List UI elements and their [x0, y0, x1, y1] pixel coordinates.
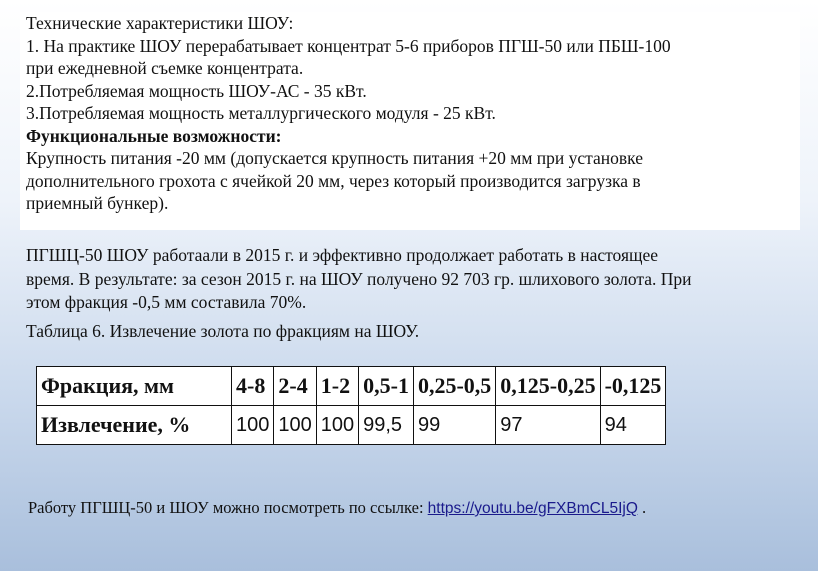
recovery-cell: 100 [316, 406, 358, 445]
fraction-cell: 4-8 [232, 367, 274, 406]
table-row-fractions [37, 367, 666, 406]
table-row-recovery [37, 406, 666, 445]
spec-line: Крупность питания -20 мм (допускается крупность питания +20 мм при установке [26, 148, 644, 168]
spec-line: Функциональные возможности: [26, 125, 282, 146]
recovery-table [36, 366, 666, 445]
recovery-cell: 100 [232, 406, 274, 445]
spec-line: при ежедневной съемке концентрата. [26, 58, 304, 78]
spec-line: 1. На практике ШОУ перерабатывает концентрат 5-6 приборов ПГШ-50 или ПБШ-100 [26, 35, 671, 56]
recovery-cell: 94 [600, 406, 666, 445]
video-link-line [28, 498, 646, 518]
fraction-header-cell: Фракция, мм [37, 367, 232, 406]
recovery-header-cell: Извлечение, % [37, 406, 232, 445]
spec-line: дополнительного грохота с ячейкой 20 мм, через который производится загрузка в [26, 170, 641, 191]
spec-line: 3.Потребляемая мощность металлургического модуля - 25 кВт. [26, 103, 496, 123]
recovery-cell: 99 [413, 406, 495, 445]
paragraph-line: ПГШЦ-50 ШОУ работаали в 2015 г. и эффективно продолжает работать в настоящее [26, 245, 658, 265]
table-caption: Таблица 6. Извлечение золота по фракциям на ШОУ. [26, 321, 420, 341]
paragraph-line: время. В результате: за сезон 2015 г. на ШОУ получено 92 703 гр. шлихового золота. При [26, 268, 692, 289]
recovery-cell: 97 [496, 406, 600, 445]
fraction-cell: 2-4 [274, 367, 316, 406]
spec-line: приемный бункер). [26, 193, 169, 213]
spec-line: 2.Потребляемая мощность ШОУ-АС - 35 кВт. [26, 80, 367, 101]
link-intro-text: Работу ПГШЦ-50 и ШОУ можно посмотреть по ссылке: [28, 498, 428, 517]
spec-line: Технические характеристики ШОУ: [26, 13, 294, 33]
fraction-cell: 1-2 [316, 367, 358, 406]
specifications-box [20, 12, 800, 230]
link-suffix: . [637, 498, 647, 517]
youtube-link[interactable]: https://youtu.be/gFXBmCL5IjQ [427, 500, 638, 517]
fraction-cell: 0,25-0,5 [413, 367, 495, 406]
fraction-cell: 0,5-1 [359, 367, 414, 406]
recovery-cell: 100 [274, 406, 316, 445]
fraction-cell: 0,125-0,25 [496, 367, 600, 406]
recovery-cell: 99,5 [359, 406, 414, 445]
fraction-cell: -0,125 [600, 367, 666, 406]
paragraph-line: этом фракция -0,5 мм составила 70%. [26, 292, 307, 312]
results-paragraph [26, 244, 806, 315]
